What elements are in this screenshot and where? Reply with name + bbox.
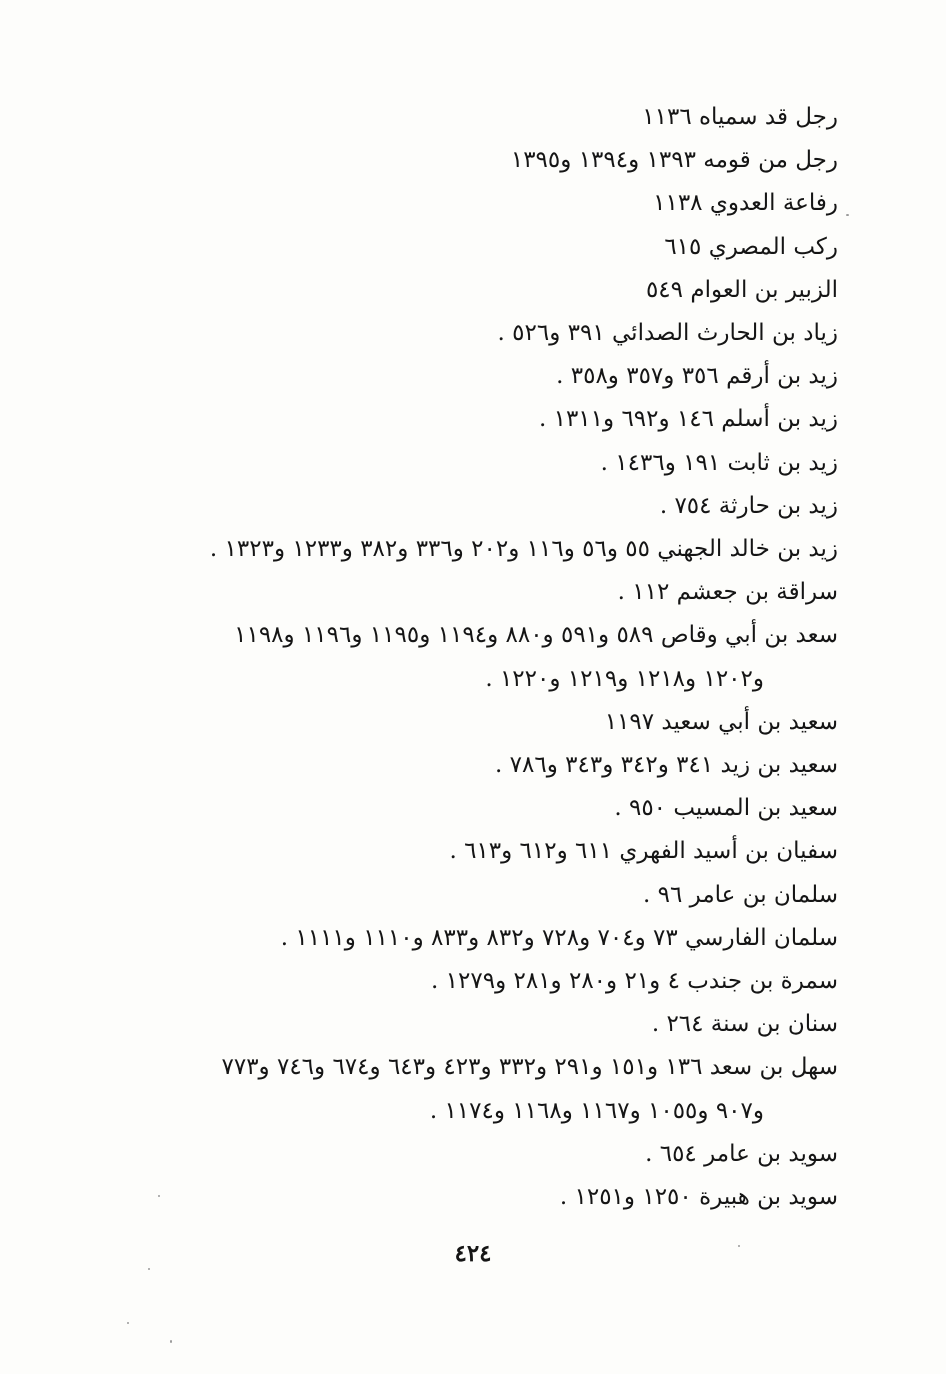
entry-text: زياد بن الحارث الصدائي ٣٩١ و٥٢٦ . <box>497 320 838 347</box>
entry-text: رفاعة العدوي ١١٣٨ <box>653 190 838 217</box>
entry-text: زيد بن خالد الجهني ٥٥ و٥٦ و١١٦ و٢٠٢ و٣٣٦ و٣٨٢ و١٢٣٣ و١٣٢٣ . <box>209 536 838 563</box>
entry-continuation: و١٢٠٢ و١٢١٨ و١٢١٩ و١٢٢٠ . <box>485 665 764 692</box>
index-entry <box>138 312 838 355</box>
scan-speck <box>738 1245 740 1247</box>
entry-text: سفيان بن أسيد الفهري ٦١١ و٦١٢ و٦١٣ . <box>449 838 838 865</box>
index-entry <box>138 1176 838 1219</box>
index-entry <box>138 571 838 614</box>
index-entry <box>138 269 838 312</box>
index-entry <box>138 960 838 1003</box>
index-entry <box>138 355 838 398</box>
page-number: ٤٢٤ <box>454 1240 492 1267</box>
entry-text: سهل بن سعد ١٣٦ و١٥١ و٢٩١ و٣٣٢ و٤٢٣ و٦٤٣ و٦٧٤ و٧٤٦ و٧٧٣ <box>221 1054 838 1081</box>
entry-text: رجل من قومه ١٣٩٣ و١٣٩٤ و١٣٩٥ <box>510 147 838 174</box>
name-index-list <box>138 96 838 1219</box>
entry-text: الزبير بن العوام ٥٤٩ <box>645 276 838 303</box>
index-entry <box>138 1133 838 1176</box>
entry-text: سنان بن سنة ٢٦٤ . <box>651 1011 838 1038</box>
scan-speck <box>846 214 849 216</box>
entry-text: رجل قد سمياه ١١٣٦ <box>642 104 838 130</box>
index-entry <box>138 830 838 873</box>
entry-text: سعيد بن المسيب ٩٥٠ . <box>614 795 838 822</box>
scan-speck <box>127 1322 129 1324</box>
index-entry <box>138 874 838 917</box>
entry-text: ركب المصري ٦١٥ <box>664 233 838 260</box>
entry-continuation: و٩٠٧ و١٠٥٥ و١١٦٧ و١١٦٨ و١١٧٤ . <box>429 1097 764 1124</box>
index-entry <box>138 96 838 139</box>
entry-text: زيد بن أرقم ٣٥٦ و٣٥٧ و٣٥٨ . <box>556 363 838 390</box>
index-entry <box>138 398 838 441</box>
index-entry <box>138 182 838 225</box>
entry-text: سمرة بن جندب ٤ و٢١ و٢٨٠ و٢٨١ و١٢٧٩ . <box>431 968 838 995</box>
entry-text: سويد بن هبيرة ١٢٥٠ و١٢٥١ . <box>559 1184 838 1211</box>
entry-text: سلمان بن عامر ٩٦ . <box>642 881 838 908</box>
entry-text: زيد بن ثابت ١٩١ و١٤٣٦ . <box>600 449 838 476</box>
index-entry <box>138 485 838 528</box>
index-entry <box>138 1003 838 1046</box>
index-entry <box>138 1046 838 1132</box>
entry-text: زيد بن أسلم ١٤٦ و٦٩٢ و١٣١١ . <box>538 406 838 433</box>
index-entry <box>138 787 838 830</box>
index-entry <box>138 442 838 485</box>
entry-text: سويد بن عامر ٦٥٤ . <box>645 1140 838 1167</box>
index-entry <box>138 701 838 744</box>
index-entry <box>138 226 838 269</box>
index-entry <box>138 917 838 960</box>
scan-speck <box>170 1340 172 1343</box>
index-entry <box>138 744 838 787</box>
index-entry <box>138 139 838 182</box>
scan-speck <box>158 1195 160 1197</box>
entry-text: سعد بن أبي وقاص ٥٨٩ و٥٩١ و٨٨٠ و١١٩٤ و١١٩٥ و١١٩٦ و١١٩٨ <box>234 622 838 649</box>
scan-speck <box>148 1268 150 1270</box>
index-entry <box>138 528 838 571</box>
entry-text: زيد بن حارثة ٧٥٤ . <box>659 492 838 519</box>
entry-text: سعيد بن أبي سعيد ١١٩٧ <box>604 708 838 735</box>
entry-text: سراقة بن جعشم ١١٢ . <box>617 579 838 606</box>
index-entry <box>138 614 838 700</box>
entry-text: سلمان الفارسي ٧٣ و٧٠٤ و٧٢٨ و٨٣٢ و٨٣٣ و١١١٠ و١١١١ . <box>280 924 838 951</box>
entry-text: سعيد بن زيد ٣٤١ و٣٤٢ و٣٤٣ و٧٨٦ . <box>495 752 838 779</box>
